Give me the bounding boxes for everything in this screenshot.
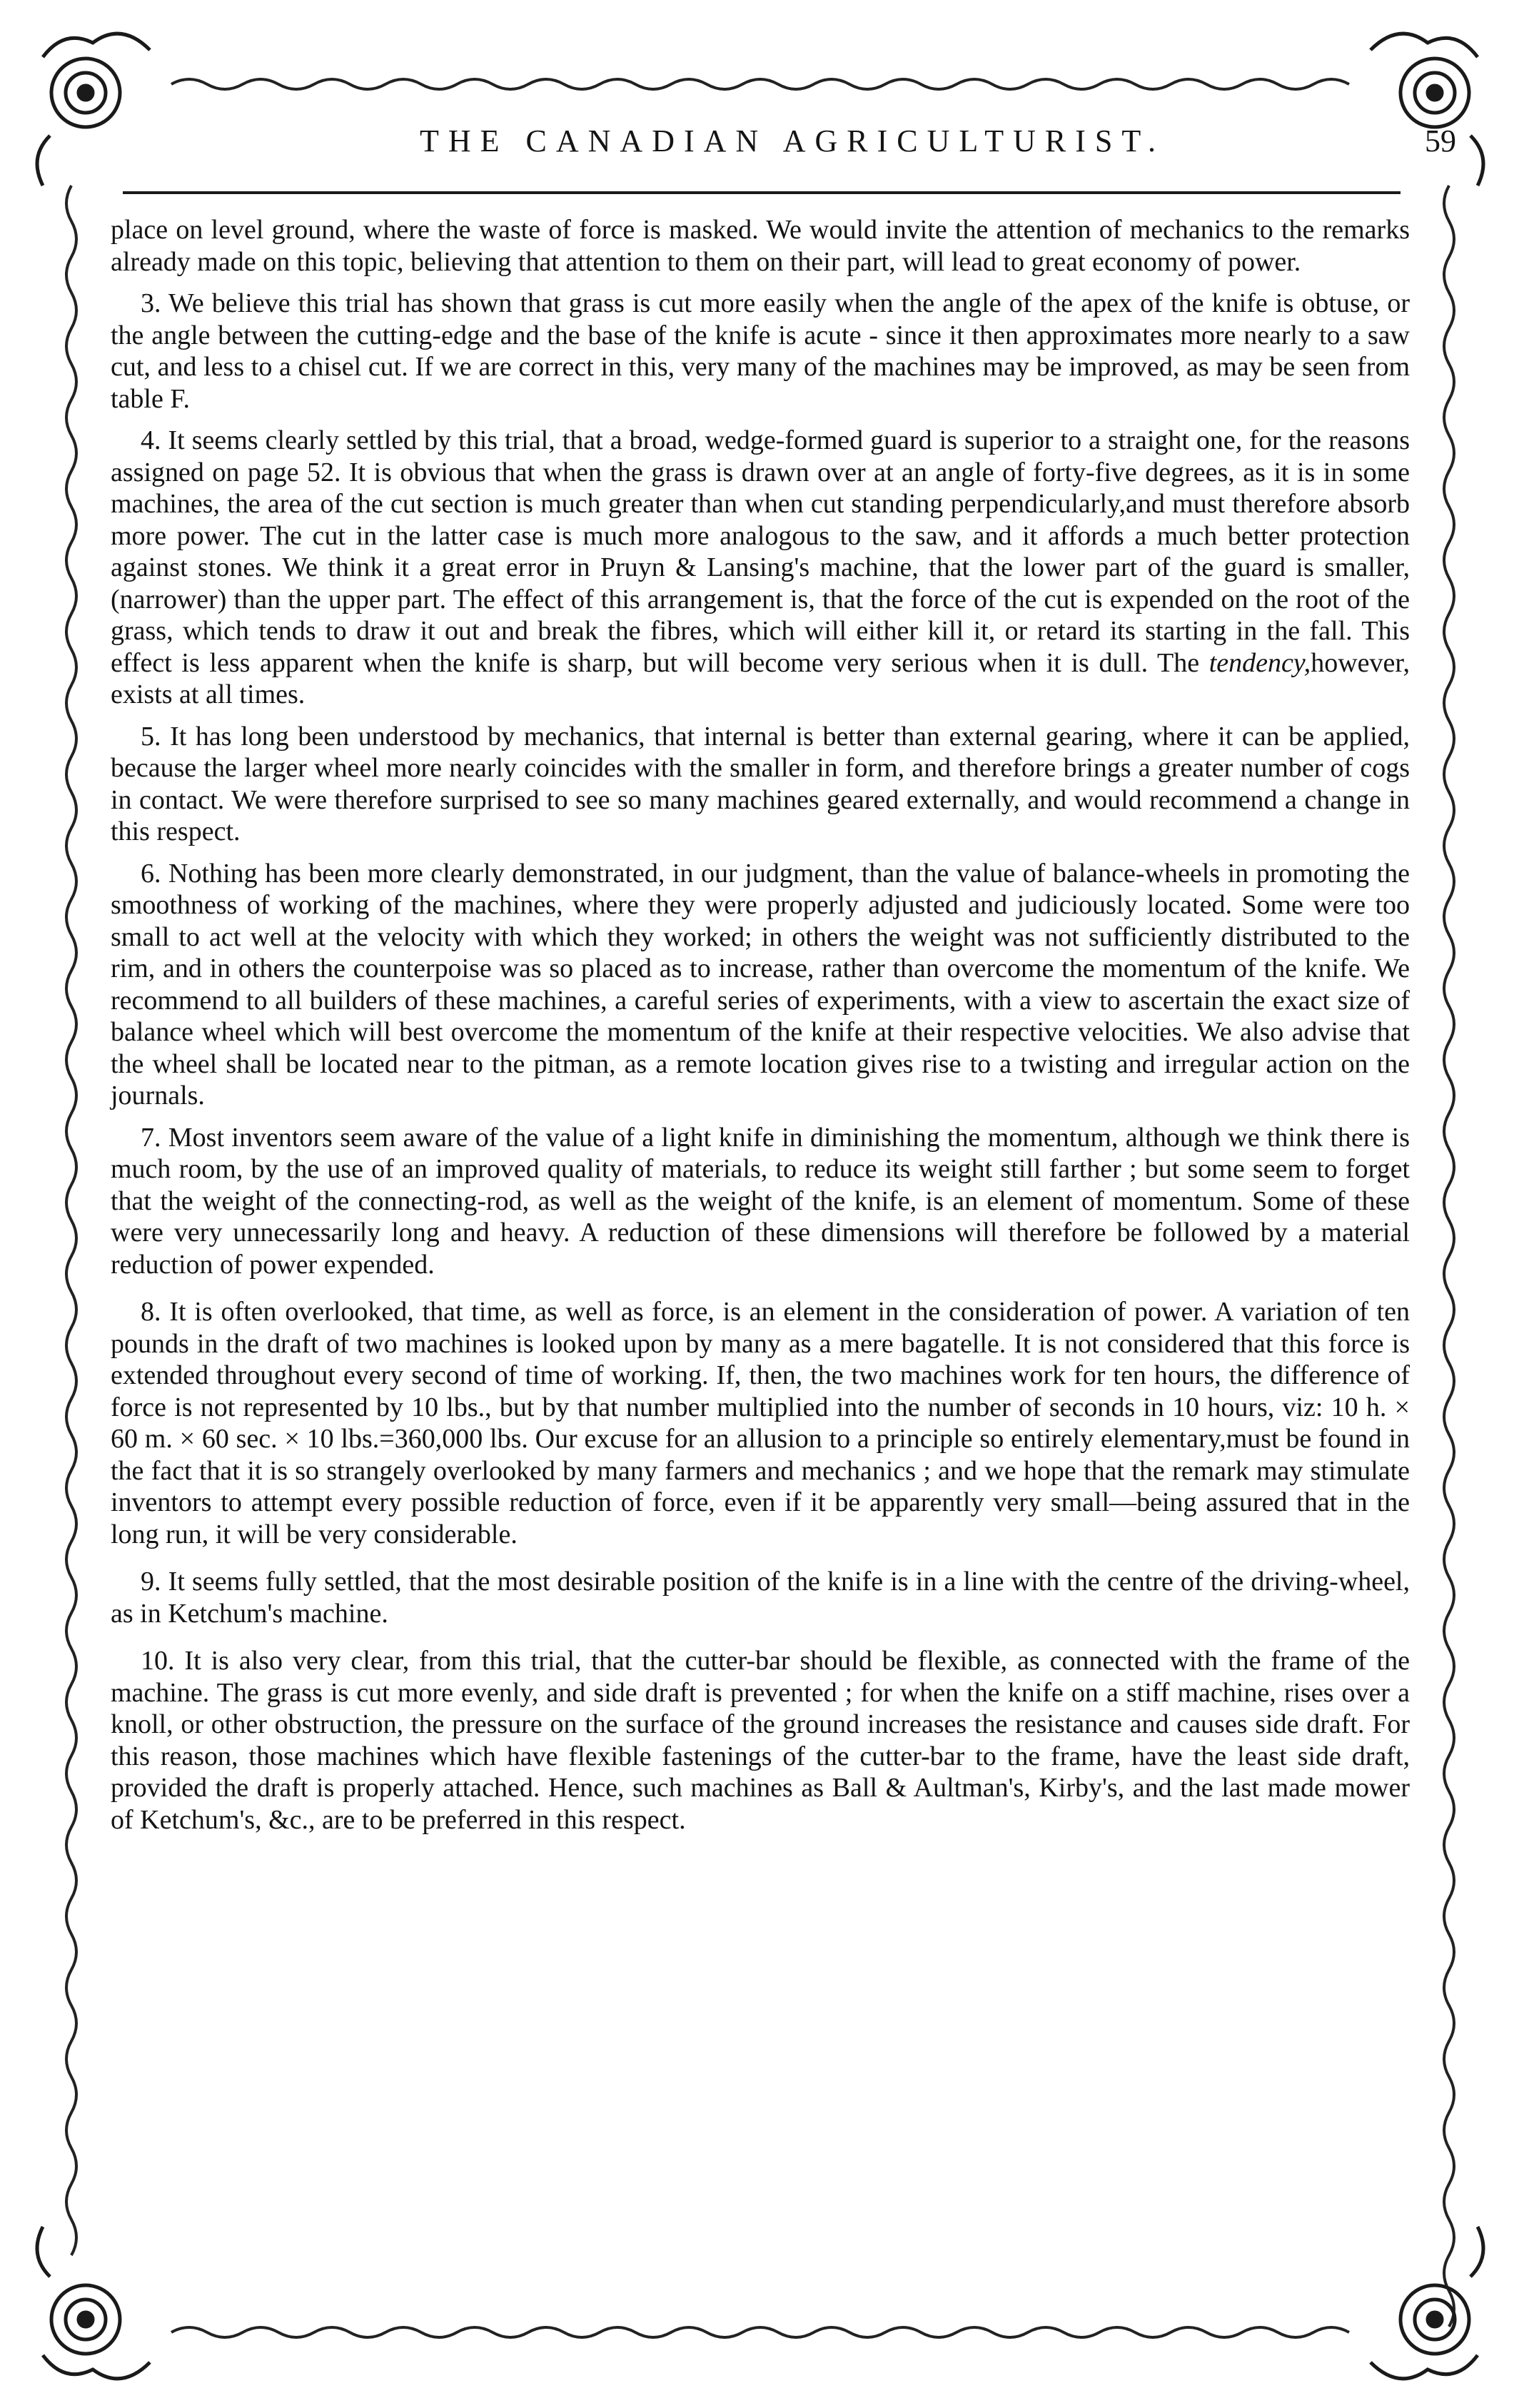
corner-ornament-bottom-left [37,2227,150,2379]
paragraph-9: 9. It seems fully settled, that the most desirable position of the knife is in a line with the centre of the driving-wheel, as in Ketchum's machine. [111,1567,1410,1629]
header-rule [123,191,1401,194]
paragraph-10: 10. It is also very clear, from this trial, that the cutter-bar should be flexible, as connected with the frame of the machine. The grass is cut more evenly, and side draft is prevented ; for when the knife on a stiff machine, rises over a knoll, or other obstruction, the pressure on the surface of the ground increases the resistance and causes side draft. For this reason, those machines which have flexible fastenings of the cutter-bar to the frame, have the least side draft, provided the draft is properly attached. Hence, such machines as Ball & Aultman's, Kirby's, and the last made mower of Ketchum's, &c., are to be preferred in this respect. [111,1646,1410,1835]
paragraph-4-text-end: however, exists at all times. [111,647,1410,709]
paragraph-5: 5. It has long been understood by mechanics, that internal is better than external gearing, where it can be applied, because the larger wheel more nearly coincides with the smaller in form, and therefore brings a greater number of cogs in contact. We were therefore surprised to see so many machines geared externally, and would recommend a change in this respect. [111,721,1410,846]
paragraph-4-italic: tendency, [1208,647,1311,678]
paragraph-6: 6. Nothing has been more clearly demonstrated, in our judgment, than the value of balance-wheels in promoting the smoothness of working of the machines, where they were properly adjusted and judiciously located. Some were too small to act well at the velocity with which they worked; in others the weight was not sufficiently distributed to the rim, and in others the counterpoise was so placed as to increase, rather than overcome the momentum of the knife. We recommend to all builders of these machines, a careful series of experiments, with a view to ascertain the exact size of balance wheel which will best overcome the momentum of the knife at their respective velocities. We also advise that the wheel shall be located near to the pitman, as a remote location gives rise to a twisting and irregular action on the journals. [111,858,1410,1111]
page-number: 59 [1425,123,1456,158]
paragraph-3: 3. We believe this trial has shown that grass is cut more easily when the angle of the apex of the knife is obtuse, or the angle between the cutting-edge and the base of the knife is acute - since it then approximates more nearly to a saw cut, and less to a chisel cut. If we are correct in this, very many of the machines may be improved, as may be seen from table F. [111,288,1410,414]
paragraph-continuation: place on level ground, where the waste of force is masked. We would invite the attention of mechanics to the remarks already made on this topic, believing that attention to them on their part, will lead to great economy of power. [111,215,1410,277]
paragraph-7: 7. Most inventors seem aware of the value of a light knife in diminishing the momentum, although we think there is much room, by the use of an improved quality of materials, to reduce its weight still farther ; but some seem to forget that the weight of the connecting-rod, as well as the weight of the knife, is an element of momentum. Some of these were very unnecessarily long and heavy. A reduction of these dimensions will therefore be followed by a material reduction of power expended. [111,1122,1410,1280]
paragraph-8: 8. It is often overlooked, that time, as well as force, is an element in the consideration of power. A variation of ten pounds in the draft of two machines is looked upon by many as a mere bagatelle. It is not considered that this force is extended throughout every second of time of working. If, then, the two machines work for ten hours, the difference of force is not represented by 10 lbs., but by that number multiplied into the number of seconds in 10 hours, viz: 10 h. × 60 m. × 60 sec. × 10 lbs.=360,000 lbs. Our excuse for an allusion to a principle so entirely elementary,must be found in the fact that it is so strangely overlooked by many farmers and mechanics ; and we hope that the remark may stimulate inventors to attempt every possible reduction of force, even if it be apparently very small—being assured that in the long run, it will be very considerable. [111,1297,1410,1549]
bottom-border-wave [171,2327,1349,2337]
right-border-wave [1444,186,1454,2327]
paragraph-4-text: 4. It seems clearly settled by this trial, that a broad, wedge-formed guard is superior to a straight one, for the reasons assigned on page 52. It is obvious that when the grass is drawn over at an angle of forty-five degrees, as it is in some machines, the area of the cut section is much greater than when cut standing perpendicularly,and must therefore absorb more power. The cut in the latter case is much more analogous to the saw, and it affords a much better protection against stones. We think it a great error in Pruyn & Lansing's machine, that the lower part of the guard is smaller, (narrower) than the upper part. The effect of this arrangement is, that the force of the cut is expended on the root of the grass, which tends to draw it out and break the fibres, which will either kill it, or retard its starting in the fall. This effect is less apparent when the knife is sharp, but will become very serious when it is dull. The [111,425,1410,678]
paragraph-4 [111,425,1410,711]
running-head [128,120,1456,170]
article-body [111,214,1410,1846]
top-border-wave [171,79,1349,89]
corner-ornament-bottom-right [1371,2227,1483,2379]
running-title: THE CANADIAN AGRICULTURIST. [420,123,1165,158]
left-border-wave [66,186,76,2255]
